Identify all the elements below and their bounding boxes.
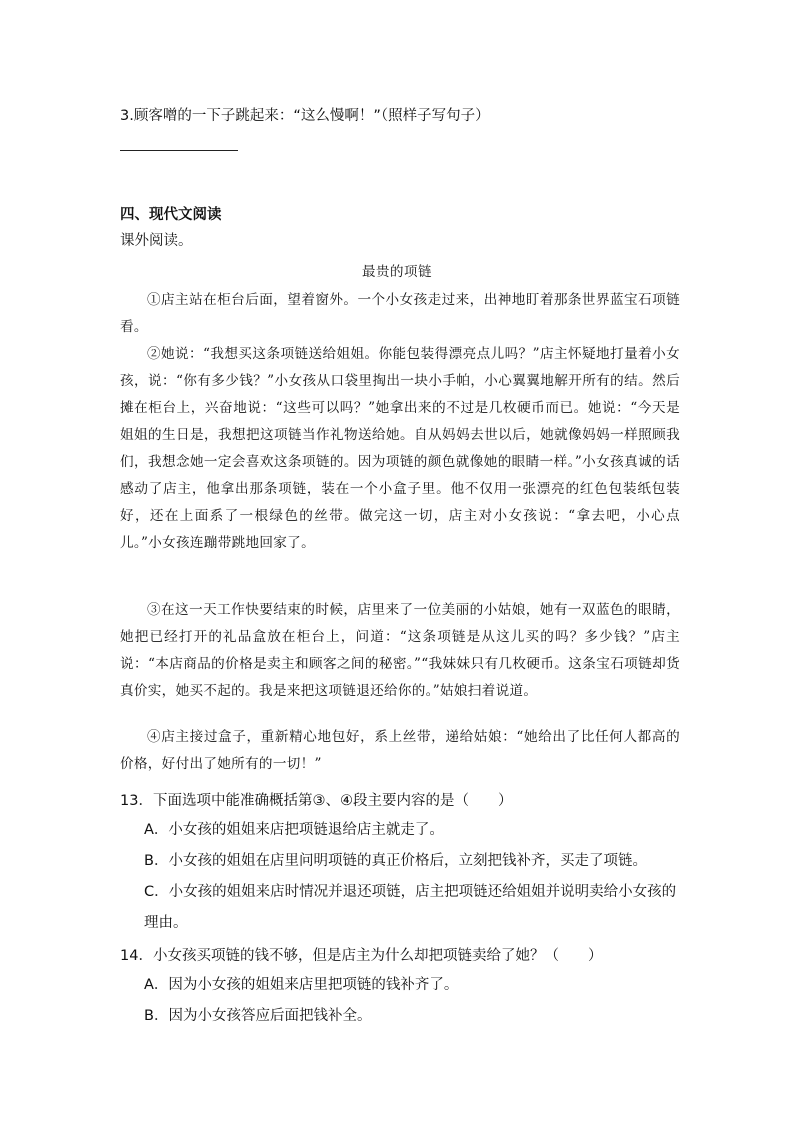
article-paragraph-3: ③在这一天工作快要结束的时候，店里来了一位美丽的小姑娘，她有一双蓝色的眼睛，她把已经打开的礼品盒放在柜台上，问道：“这条项链是从这儿买的吗？多少钱？”店主说：“本店商品的价格是卖主和顾客之间的秘密。”“我妹妹只有几枚硬币。这条宝石项链却货真价实，她买不起的。我是来把这项链退还给你的。”姑娘扫着说道。 <box>120 602 680 699</box>
section-intro: 课外阅读。 <box>120 233 193 249</box>
question-13-option-b[interactable]: B．小女孩的姐姐在店里问明项链的真正价格后，立刻把钱补齐，买走了项链。 <box>144 853 647 869</box>
article-paragraph-4: ④店主接过盒子，重新精心地包好，系上丝带，递给姑娘：“她给出了比任何人都高的价格，好付出了她所有的一切！” <box>120 729 680 772</box>
section-heading: 四、现代文阅读 <box>120 207 222 223</box>
question-14-option-a[interactable]: A．因为小女孩的姐姐来店里把项链的钱补齐了。 <box>144 977 459 993</box>
exercise-3-prompt: 3.顾客噌的一下子跳起来：“这么慢啊！”（照样子写句子） <box>120 108 490 124</box>
answer-blank-line <box>120 150 238 151</box>
question-13-option-c[interactable]: C．小女孩的姐姐来店时情况并退还项链，店主把项链还给姐姐并说明卖给小女孩的理由。 <box>144 884 677 931</box>
article-title: 最贵的项链 <box>362 264 432 280</box>
question-13-option-a[interactable]: A．小女孩的姐姐来店把项链退给店主就走了。 <box>144 822 444 838</box>
article-paragraph-2: ②她说：“我想买这条项链送给姐姐。你能包装得漂亮点儿吗？”店主怀疑地打量着小女孩，说：“你有多少钱？”小女孩从口袋里掏出一块小手帕，小心翼翼地解开所有的结。然后摊在柜台上，兴奋地说：“这些可以吗？”她拿出来的不过是几枚硬币而已。她说：“今天是姐姐的生日是，我想把这项链当作礼物送给她。自从妈妈去世以后，她就像妈妈一样照顾我们，我想念她一定会喜欢这条项链的。因为项链的颜色就像她的眼睛一样。”小女孩真诚的话感动了店主，他拿出那条项链，装在一个小盒子里。他不仅用一张漂亮的红色包装纸包装好，还在上面系了一根绿色的丝带。做完这一切，店主对小女孩说：“拿去吧，小心点儿。”小女孩连蹦带跳地回家了。 <box>120 346 680 551</box>
question-14-stem: 14．小女孩买项链的钱不够，但是店主为什么却把项链卖给了她？（ ） <box>120 948 603 964</box>
question-13-stem: 13．下面选项中能准确概括第③、④段主要内容的是（ ） <box>120 793 513 809</box>
article-paragraph-1: ①店主站在柜台后面，望着窗外。一个小女孩走过来，出神地盯着那条世界蓝宝石项链看。 <box>120 292 680 335</box>
question-14-option-b[interactable]: B．因为小女孩答应后面把钱补全。 <box>144 1008 372 1024</box>
